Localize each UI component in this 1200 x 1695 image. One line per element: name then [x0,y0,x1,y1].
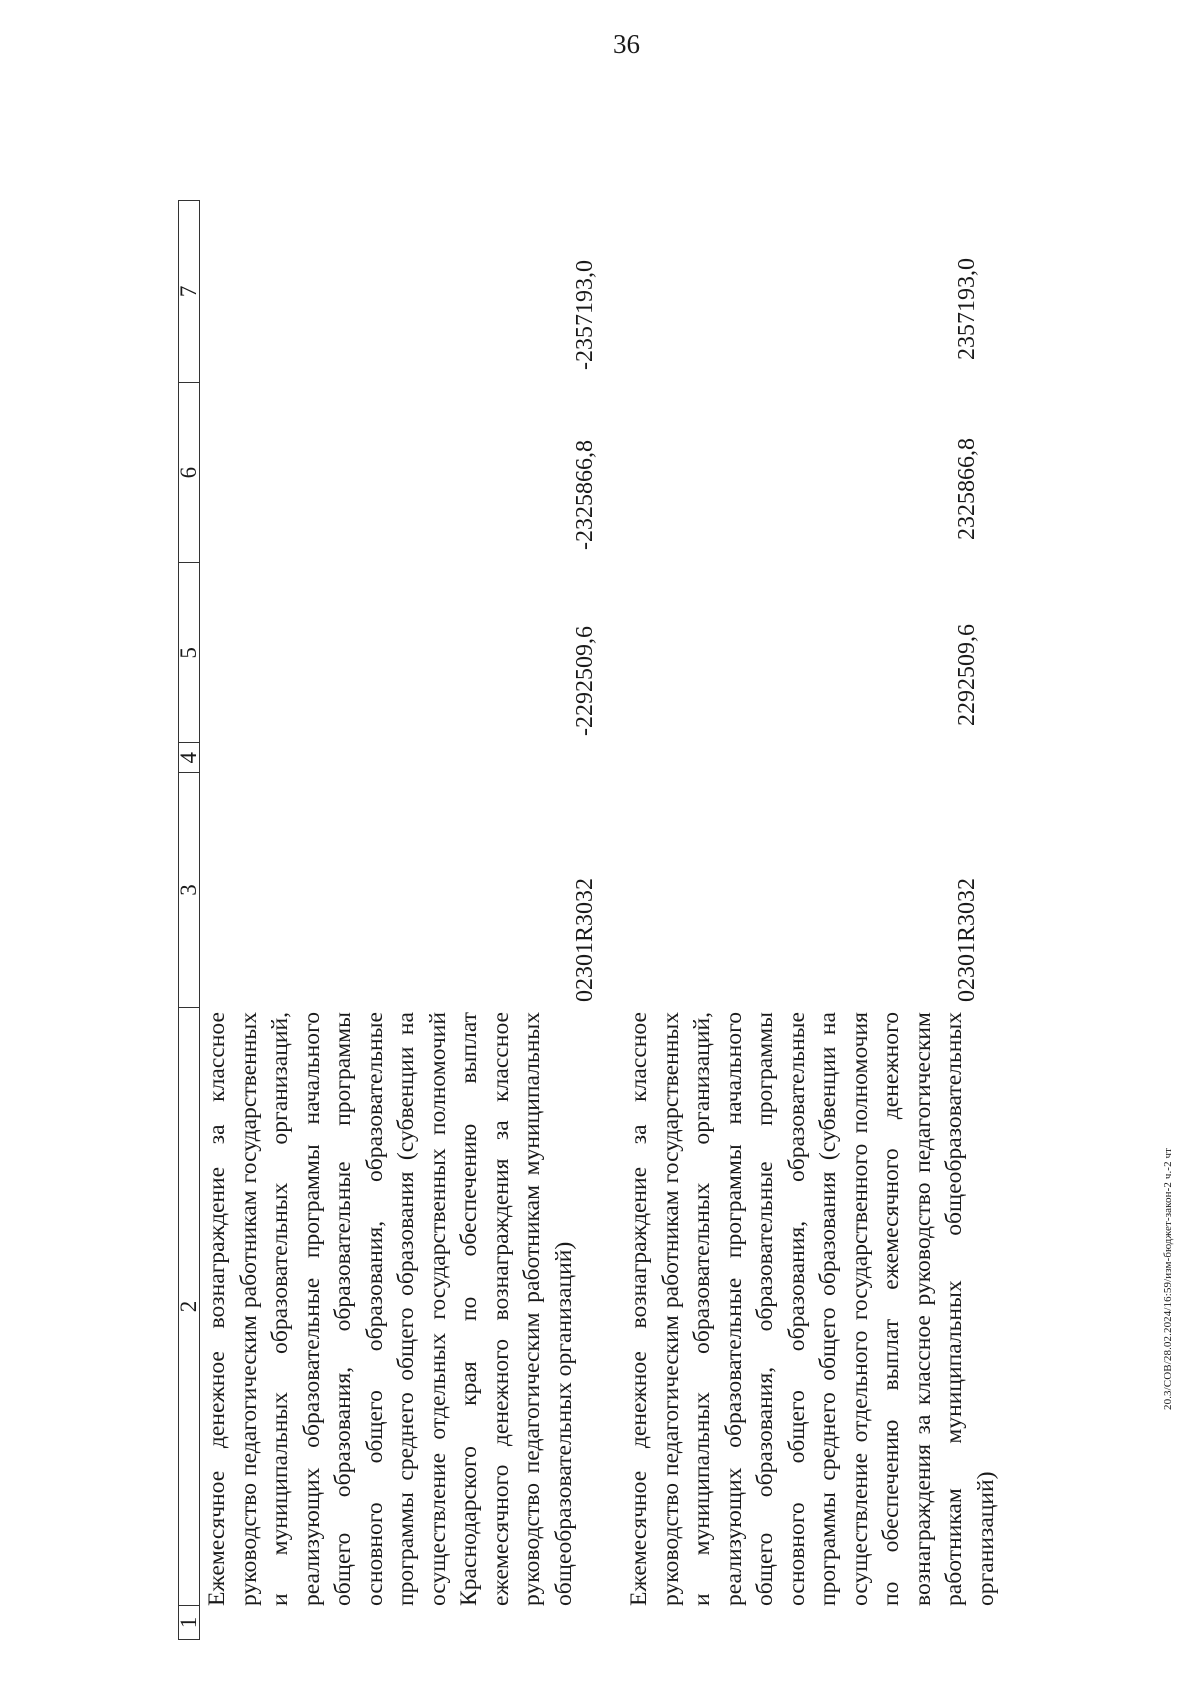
row-target-code: 02301R3032 [572,877,598,1002]
column-header-7: 7 [176,285,201,298]
column-header-4: 4 [179,742,199,772]
column-header-5: 5 [179,563,199,743]
row-amount-col6: -2325866,8 [572,440,598,550]
column-header-1: 1 [179,1605,199,1639]
budget-table [178,200,1058,1640]
column-header-2: 2 [179,1007,199,1605]
row-amount-col5: -2292509,6 [572,626,598,736]
row-amount-col5: 2292509,6 [954,624,980,726]
table-row [200,200,618,1606]
row-description: Ежемесячное денежное вознаграждение за классное руководство педагогическим работникам государственных и муниципальных образовательных организаций, реализующих образовательные программы начального общего образования, образовательные программы основного общего образования, образовательные программы среднего общего образования (субвенции на осуществление отдельных государственных полномочий Краснодарского края по обеспечению выплат ежемесячного денежного вознаграждения за классное руководство педагогическим работникам муниципальных общеобразовательных организаций) [204,1012,577,1606]
row-description: Ежемесячное денежное вознаграждение за классное руководство педагогическим работникам государственных и муниципальных образовательных организаций, реализующих образовательные программы начального общего образования, образовательные программы основного общего образования, образовательные программы среднего общего образования (субвенции на осуществление отдельного государственного полномочия по обеспечению выплат ежемесячного денежного вознаграждения за классное руководство педагогическим работникам муниципальных общеобразовательных организаций) [626,1012,999,1606]
page-number: 36 [613,29,640,59]
row-amount-col7: 2357193,0 [954,258,980,360]
column-header-6: 6 [179,382,199,563]
document-footer-code: 20.3/СОВ/28.02.2024/16:59/изм-бюджет-закон-2 ч.-2 чт [1162,1147,1174,1410]
column-header-3: 3 [179,772,199,1007]
row-amount-col6: 2325866,8 [954,438,980,540]
table-header-row [178,200,200,1640]
table-row [622,200,1042,1606]
row-amount-col7: -2357193,0 [572,260,598,370]
row-target-code: 02301R3032 [954,877,980,1002]
